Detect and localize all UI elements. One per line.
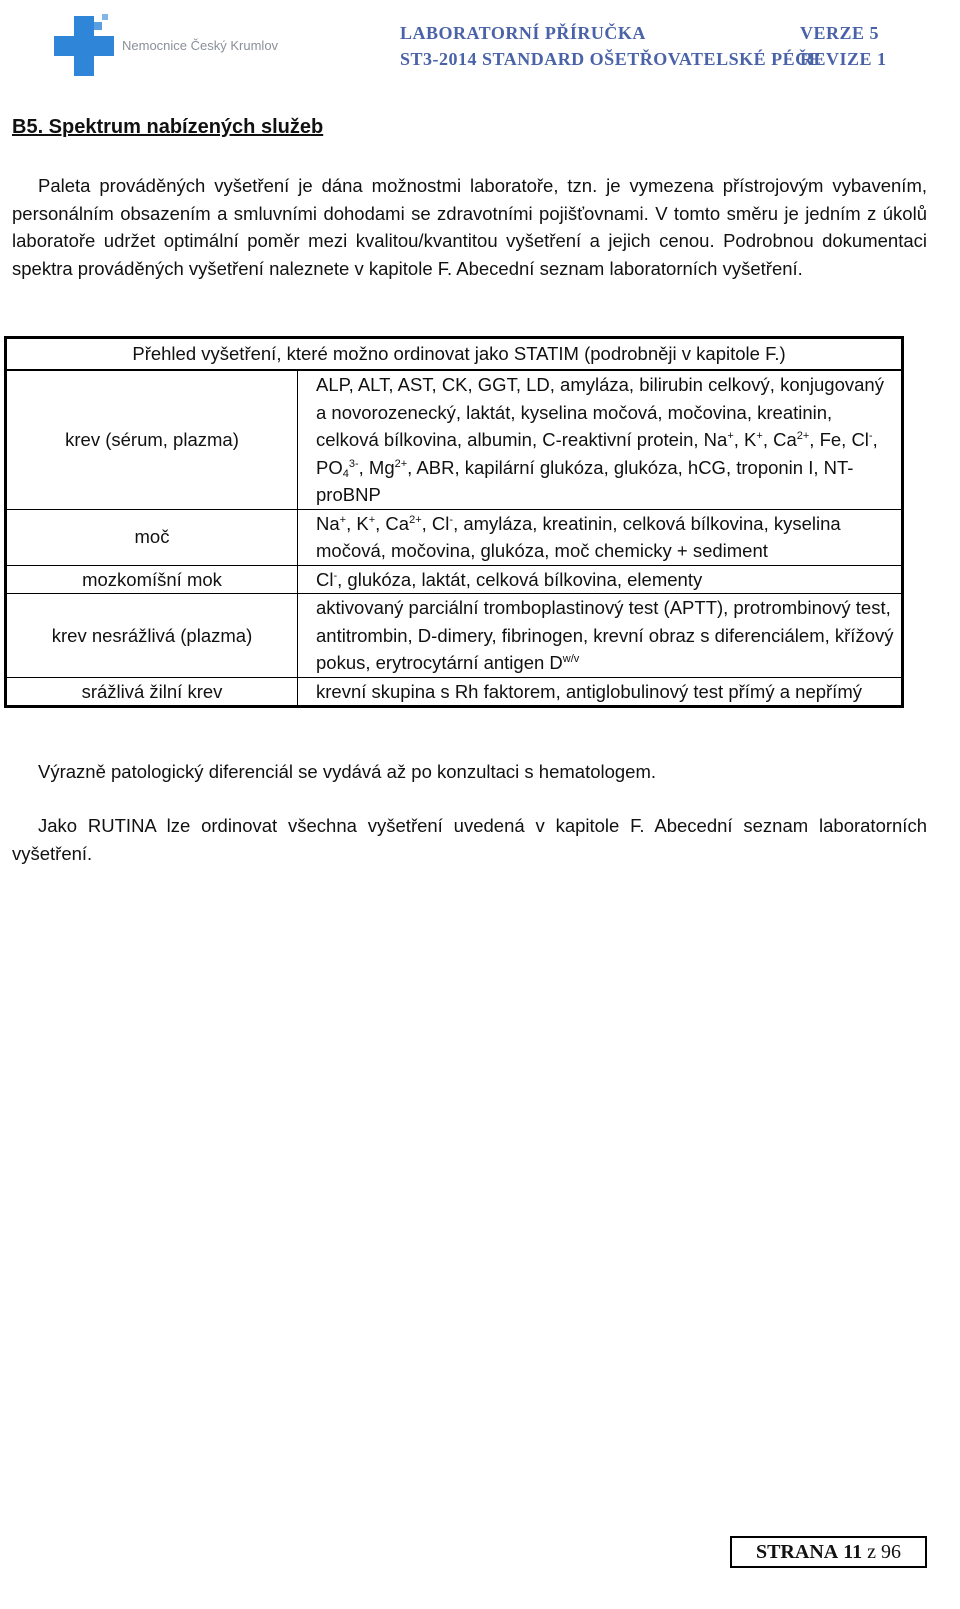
material-cell: krev nesrážlivá (plazma): [7, 594, 298, 678]
page-number: 11: [843, 1541, 863, 1563]
table-row: [7, 677, 901, 705]
page-label: STRANA: [755, 1541, 839, 1563]
handbook-title: [400, 20, 821, 72]
revision-label: REVIZE 1: [800, 49, 887, 69]
hospital-cross-logo-icon: [52, 14, 116, 78]
intro-paragraph: Paleta prováděných vyšetření je dána možnostmi laboratoře, tzn. je vymezena přístrojovým vybavením, personálním obsazením a smluvními dohodami se zdravotními pojišťovnami. V tomto směru je jedním z úkolů laboratoře udržet optimální poměr mezi kvalitou/kvantitou vyšetření a jejich cenou. Podrobnou dokumentaci spektra prováděných vyšetření naleznete v kapitole F. Abecední seznam laboratorních vyšetření.: [12, 175, 927, 279]
tests-cell: ALP, ALT, AST, CK, GGT, LD, amyláza, bilirubin celkový, konjugovaný a novorozenecký, laktát, kyselina močová, močovina, kreatinin, celková bílkovina, albumin, C-reaktivní protein, Na+, K+, $Ca^{2+}$, Fe, Cl-, $PO_4^{3-}$, $Mg^{2+}$, ABR, kapilární glukóza, glukóza, hCG, troponin I, NT-proBNP: [316, 374, 884, 505]
table-caption: Přehled vyšetření, které možno ordinovat jako STATIM (podrobněji v kapitole F.): [7, 339, 901, 370]
material-cell: krev (sérum, plazma): [7, 370, 298, 509]
page-header: [0, 0, 960, 90]
version-block: [800, 20, 887, 72]
of-label: z: [867, 1541, 877, 1563]
page-total: 96: [881, 1541, 902, 1563]
tests-cell: Na+, K+, $Ca^{2+}$, Cl-, amyláza, kreatinin, celková bílkovina, kyselina močová, močovina, glukóza, moč chemicky + sediment: [298, 509, 902, 565]
table-row: [7, 370, 901, 509]
routine-note: Jako RUTINA lze ordinovat všechna vyšetření uvedená v kapitole F. Abecední seznam laboratorních vyšetření.: [12, 815, 927, 864]
tests-cell: aktivovaný parciální tromboplastinový test (APTT), protrombinový test, antitrombin, D-dimery, fibrinogen, krevní obraz s diferenciálem, křížový pokus, erytrocytární antigen $D^{w/v}$: [298, 594, 902, 678]
tests-cell: Cl-, glukóza, laktát, celková bílkovina, elementy: [298, 565, 902, 594]
table-row: [7, 565, 901, 594]
hematology-note: Výrazně patologický diferenciál se vydává až po konzultaci s hematologem.: [38, 761, 657, 782]
tests-cell: krevní skupina s Rh faktorem, antiglobulinový test přímý a nepřímý: [298, 677, 902, 705]
material-cell: mozkomíšní mok: [7, 565, 298, 594]
table-row: [7, 594, 901, 678]
handbook-title-line2: ST3-2014 STANDARD OŠETŘOVATELSKÉ PÉČE: [400, 49, 822, 69]
table-row: [7, 509, 901, 565]
material-cell: srážlivá žilní krev: [7, 677, 298, 705]
section-title: B5. Spektrum nabízených služeb: [12, 116, 324, 138]
material-cell: moč: [7, 509, 298, 565]
hospital-name: Nemocnice Český Krumlov: [122, 38, 279, 53]
statim-table: [4, 336, 904, 708]
version-label: VERZE 5: [800, 23, 880, 43]
page-number-box: [730, 1536, 927, 1568]
handbook-title-line1: LABORATORNÍ PŘÍRUČKA: [400, 23, 646, 43]
